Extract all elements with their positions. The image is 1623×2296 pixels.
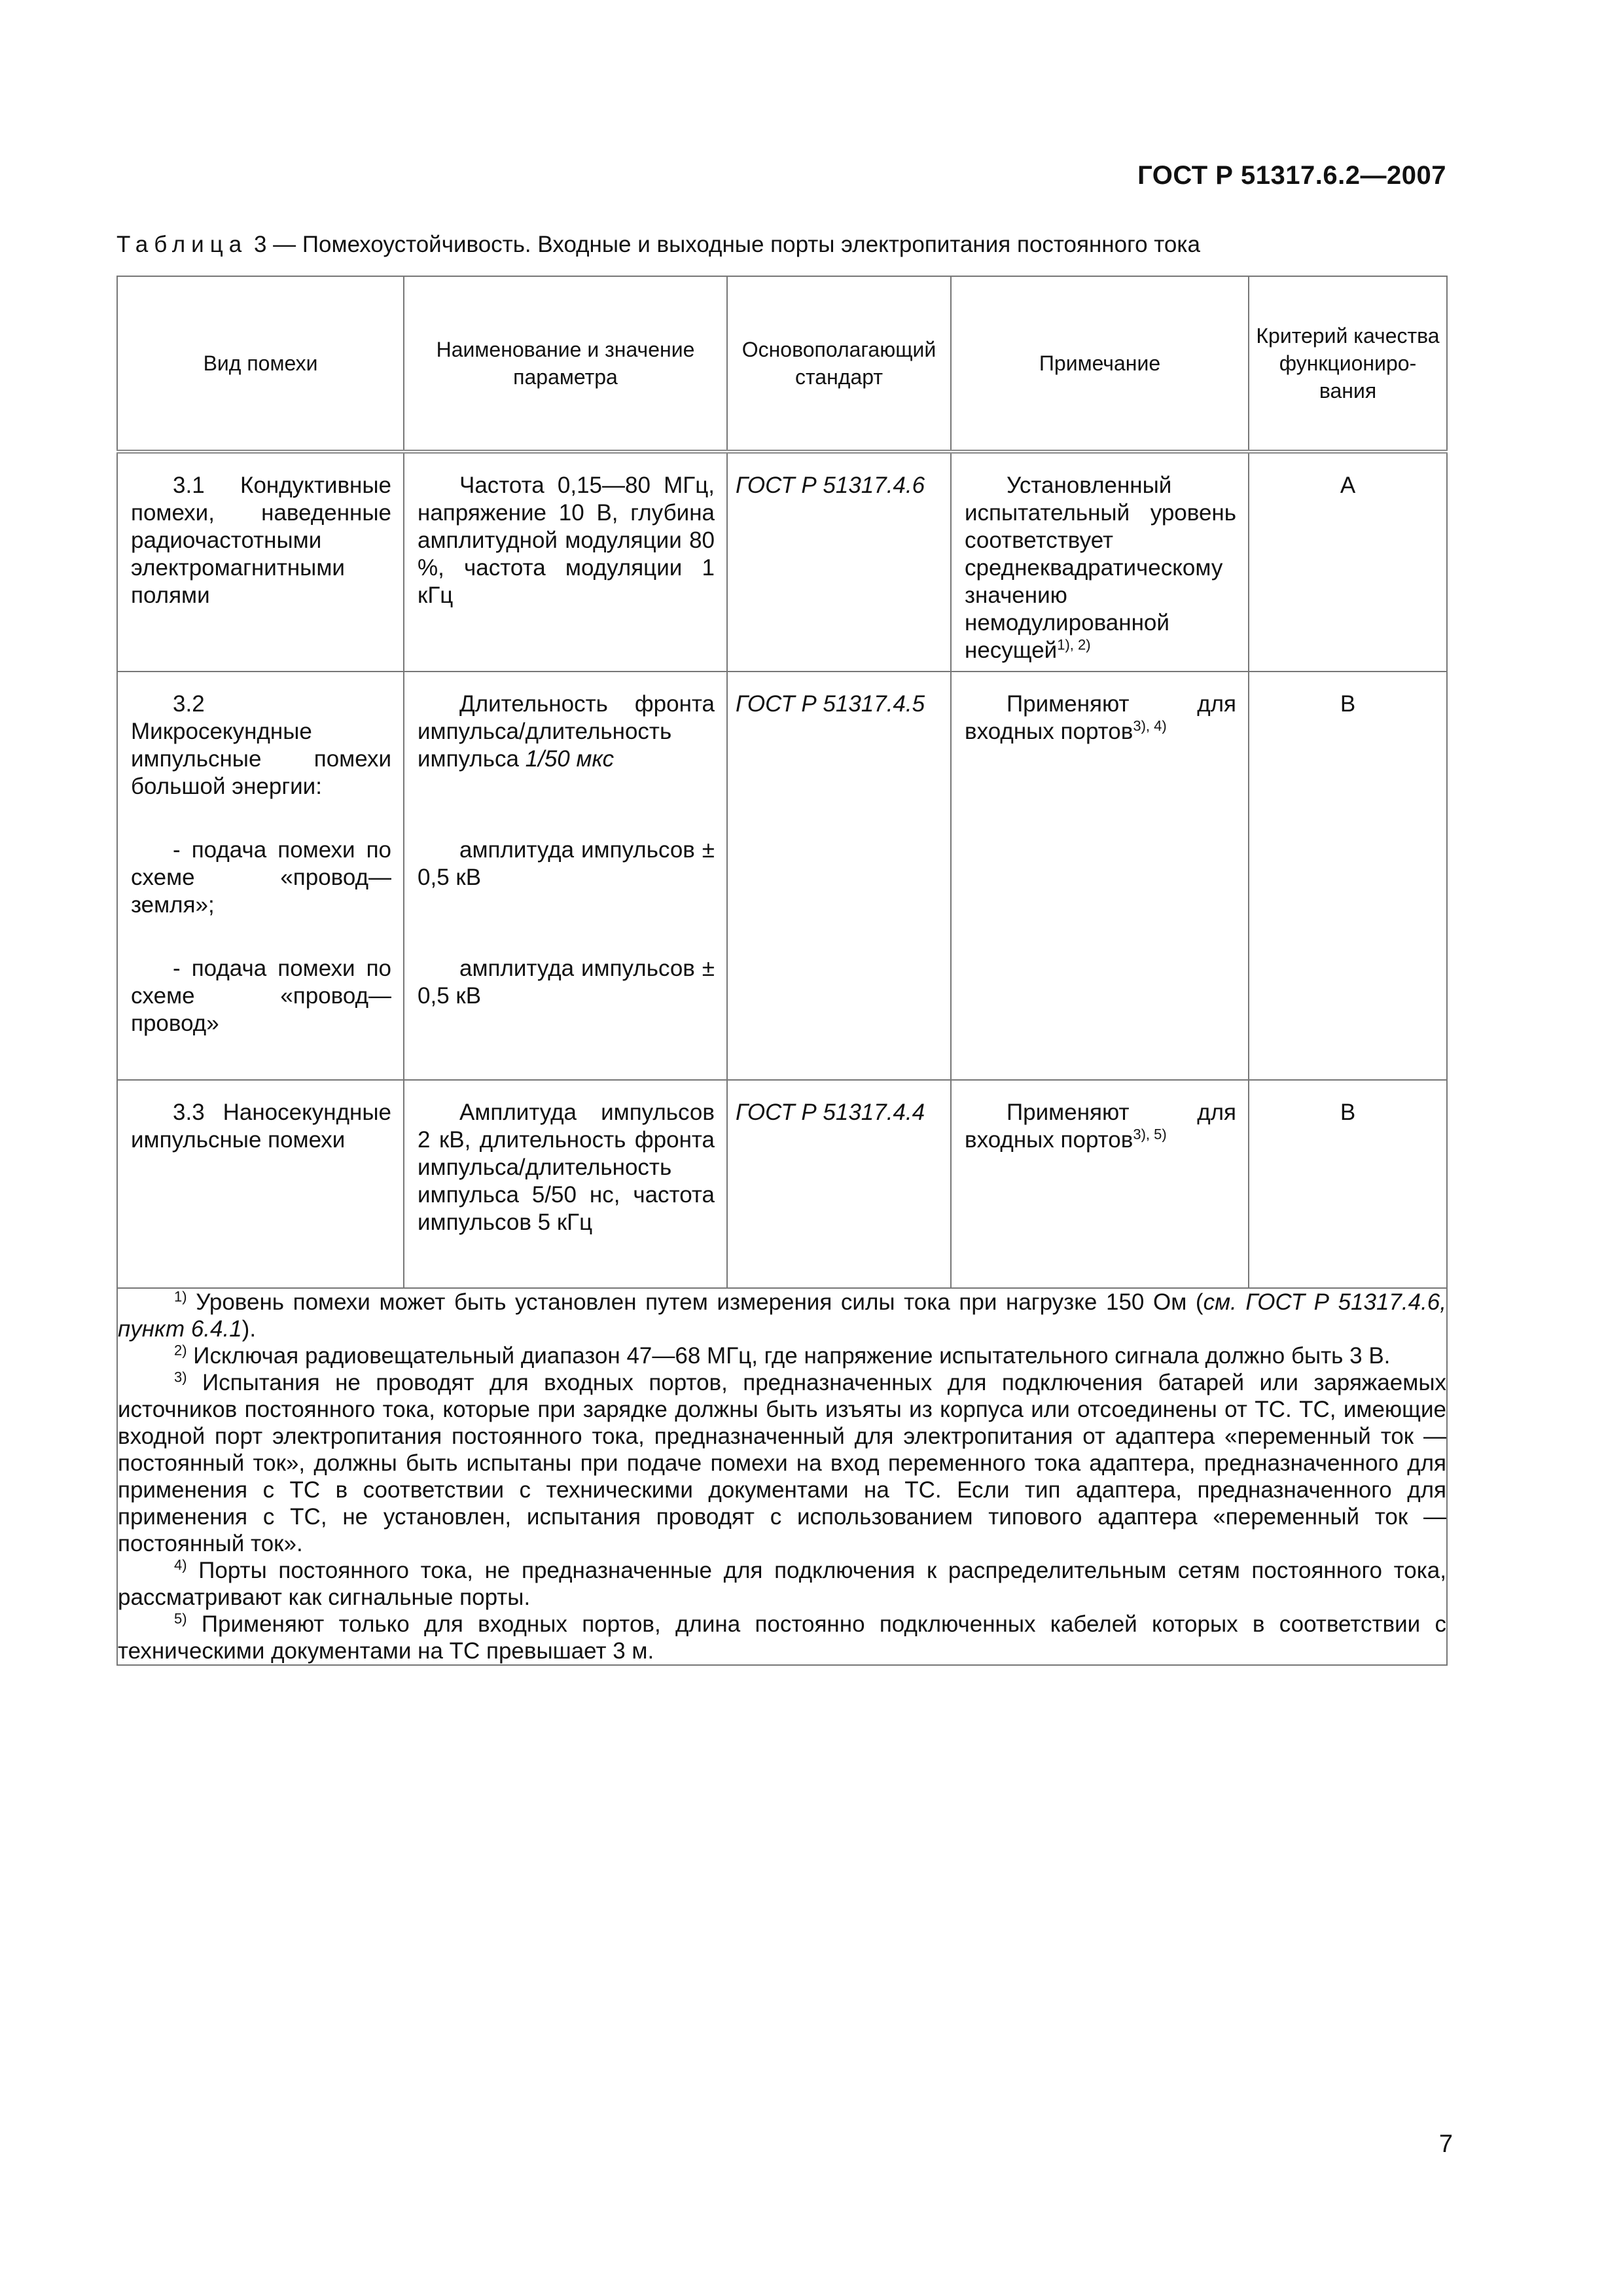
- row-2-sub-2-param: амплитуда импульсов ± 0,5 кВ: [418, 956, 715, 1009]
- row-1-note: [965, 472, 1236, 664]
- footnote-1-mark: 1): [174, 1288, 187, 1305]
- row-2-type: 3.2 Микросекундные импульсные помехи большой энергии:: [131, 691, 391, 799]
- row-2-param-value: 1/50 мкс: [525, 746, 615, 772]
- cell-param: [404, 452, 727, 672]
- table-header-row: [117, 276, 1447, 452]
- row-2-criterion: В: [1340, 691, 1356, 717]
- row-2-sub-2-type: - подача помехи по схеме «провод—провод»: [131, 956, 391, 1036]
- cell-param: [404, 1080, 727, 1288]
- table-notes: [117, 1288, 1447, 1665]
- row-2-param: [418, 691, 715, 773]
- footnote-1-ref: см. ГОСТ Р 51317.4.6, пункт 6.4.1: [118, 1289, 1446, 1342]
- cell-param: [404, 672, 727, 1080]
- footnote-3: [118, 1369, 1446, 1557]
- footnote-3-text: Испытания не проводят для входных портов, предназначенных для подключения батарей или заряжаемых источников постоянного тока, которые при зарядке должны быть изъяты из корпуса или отсоединены от ТС. ТС, имеющие входной порт электропитания постоянного тока, предназначенный для электропитания от адаптера «переменный ток — постоянный ток», должны быть испытаны при подаче помехи на вход переменного тока адаптера, предназначенного для применения с ТС в соответствии с техническими документами на ТС. Если тип адаптера, предназначенного для применения с ТС, не установлен, испытания проводят с использованием типового адаптера «переменный ток — постоянный ток».: [118, 1370, 1446, 1556]
- row-3-criterion: В: [1340, 1100, 1356, 1125]
- cell-criterion: [1249, 452, 1447, 672]
- table-row: [117, 1080, 1447, 1288]
- column-header-note: Примечание: [951, 276, 1249, 452]
- row-3-note-text: Применяют для входных портов: [965, 1100, 1236, 1153]
- row-2-note: [965, 691, 1236, 745]
- row-1-type: 3.1 Кондуктивные помехи, наведенные радиочастотными электромагнитными полями: [131, 473, 391, 608]
- cell-type: [117, 452, 404, 672]
- table-row: [117, 672, 1447, 1080]
- table-caption-text: — Помехоустойчивость. Входные и выходные порты электропитания постоянного тока: [273, 232, 1200, 257]
- footnote-5-text: Применяют только для входных портов, длина постоянно подключенных кабелей которых в соответствии с техническими документами на ТС превышает 3 м.: [118, 1611, 1446, 1664]
- row-2-note-text: Применяют для входных портов: [965, 691, 1236, 744]
- footnote-4: [118, 1557, 1446, 1611]
- footnote-3-mark: 3): [174, 1369, 187, 1386]
- footnote-5-mark: 5): [174, 1610, 187, 1627]
- row-1-criterion: А: [1340, 473, 1356, 498]
- row-1-param: Частота 0,15—80 МГц, напряжение 10 В, глубина амплитудной модуляции 80 %, частота модуляции 1 кГц: [418, 473, 715, 608]
- row-2-param-prefix: Длительность фронта импульса/длительность импульса: [418, 691, 715, 772]
- row-3-note-refs: 3), 5): [1133, 1126, 1167, 1143]
- table-caption-label: Таблица: [116, 232, 248, 257]
- table-notes-row: [117, 1288, 1447, 1665]
- cell-type: [117, 672, 404, 1080]
- row-2-note-refs: 3), 4): [1133, 717, 1167, 734]
- row-2-standard: ГОСТ Р 51317.4.5: [736, 691, 925, 717]
- footnote-2-text: Исключая радиовещательный диапазон 47—68 МГц, где напряжение испытательного сигнала должно быть 3 В.: [193, 1343, 1391, 1369]
- footnote-1-text: Уровень помехи может быть установлен путем измерения силы тока при нагрузке 150 Ом (: [196, 1289, 1204, 1315]
- cell-standard: [727, 1080, 951, 1288]
- column-header-standard: Основополагающий стандарт: [727, 276, 951, 452]
- column-header-criterion: Критерий качества функциониро-вания: [1249, 276, 1447, 452]
- table-caption-number: 3: [253, 232, 267, 257]
- cell-standard: [727, 452, 951, 672]
- column-header-parameter: Наименование и значение параметра: [404, 276, 727, 452]
- footnote-1: [118, 1289, 1446, 1342]
- row-2-sub-1-param: амплитуда импульсов ± 0,5 кВ: [418, 837, 715, 890]
- cell-note: [951, 1080, 1249, 1288]
- column-header-type: Вид помехи: [117, 276, 404, 452]
- cell-criterion: [1249, 1080, 1447, 1288]
- footnote-5: [118, 1611, 1446, 1664]
- table-caption: [116, 232, 1445, 258]
- cell-type: [117, 1080, 404, 1288]
- row-1-standard: ГОСТ Р 51317.4.6: [736, 473, 925, 498]
- table-row: [117, 452, 1447, 672]
- footnote-2-mark: 2): [174, 1342, 187, 1359]
- footnote-4-mark: 4): [174, 1556, 187, 1573]
- row-3-type: 3.3 Наносекундные импульсные помехи: [131, 1100, 391, 1153]
- cell-standard: [727, 672, 951, 1080]
- row-1-note-text: Установленный испытательный уровень соответствует среднеквадратическому значению немодулированной несущей: [965, 473, 1236, 663]
- row-3-note: [965, 1099, 1236, 1154]
- row-2-sub-1-type: - подача помехи по схеме «провод—земля»;: [131, 837, 391, 918]
- cell-note: [951, 672, 1249, 1080]
- cell-criterion: [1249, 672, 1447, 1080]
- row-3-param: Амплитуда импульсов 2 кВ, длительность фронта импульса/длительность импульса 5/50 нс, частота импульсов 5 кГц: [418, 1100, 715, 1235]
- row-3-standard: ГОСТ Р 51317.4.4: [736, 1100, 925, 1125]
- page-number: 7: [1438, 2130, 1453, 2158]
- cell-note: [951, 452, 1249, 672]
- footnote-2: [118, 1342, 1446, 1369]
- document-header: ГОСТ Р 51317.6.2—2007: [1137, 161, 1446, 190]
- row-1-note-refs: 1), 2): [1057, 636, 1091, 653]
- footnote-4-text: Порты постоянного тока, не предназначенные для подключения к распределительным сетям постоянного тока, рассматривают как сигнальные порты.: [118, 1558, 1446, 1610]
- immunity-table: [116, 276, 1448, 1666]
- footnote-1-tail: ).: [241, 1316, 257, 1342]
